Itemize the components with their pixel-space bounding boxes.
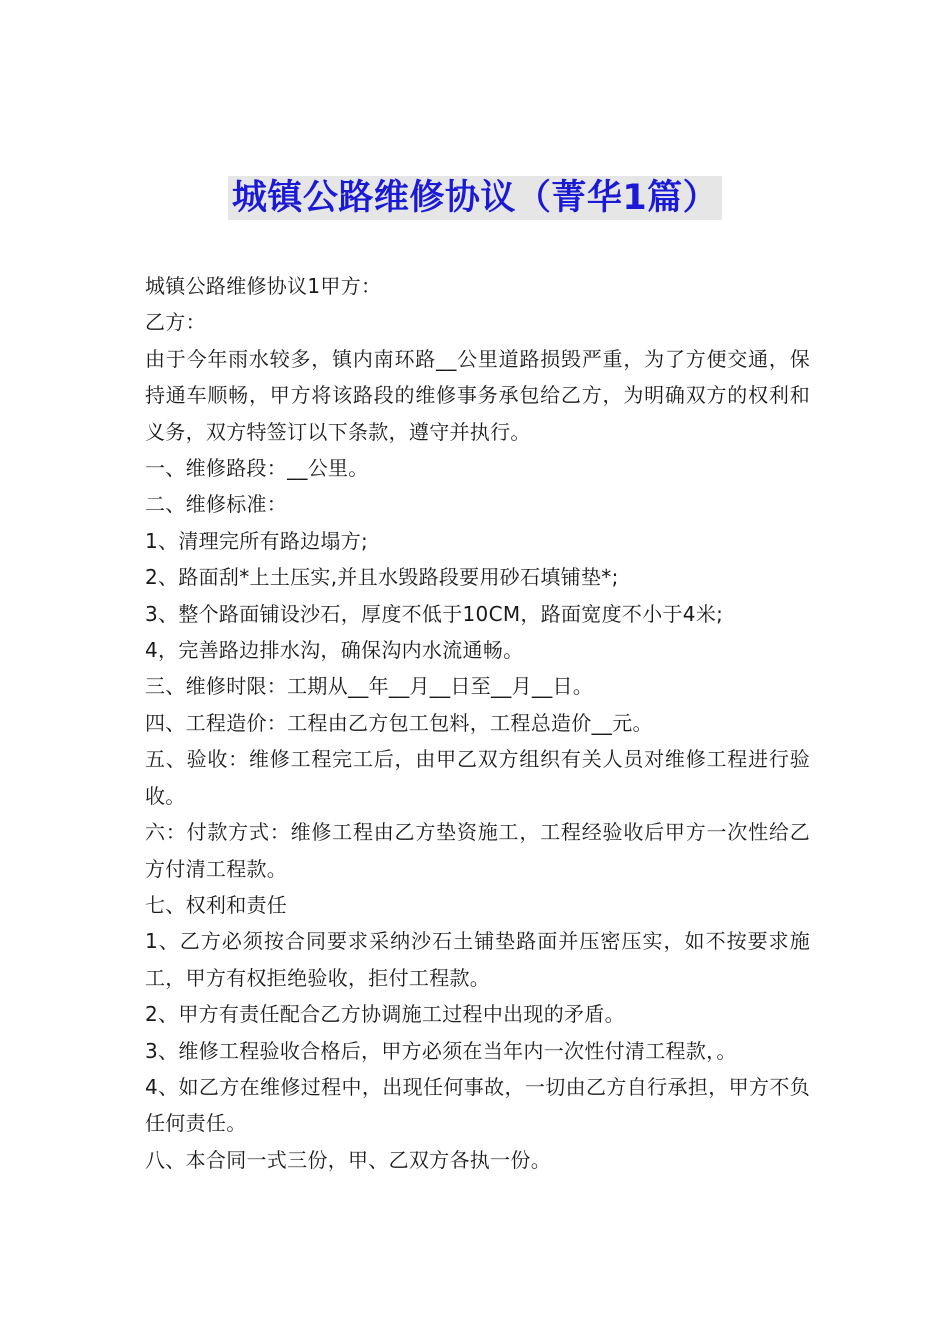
paragraph: 2、甲方有责任配合乙方协调施工过程中出现的矛盾。	[145, 1002, 625, 1027]
paragraph: 一、维修路段：__公里。	[145, 456, 369, 481]
paragraph: 二、维修标准：	[145, 492, 288, 517]
paragraph: 城镇公路维修协议1甲方：	[145, 274, 382, 298]
paragraph: 4，完善路边排水沟，确保沟内水流通畅。	[145, 638, 524, 663]
paragraph: 乙方：	[145, 310, 206, 335]
paragraph: 八、本合同一式三份，甲、乙双方各执一份。	[145, 1147, 551, 1172]
paragraph: 2、路面刮*上土压实,并且水毁路段要用砂石填铺垫*;	[145, 565, 619, 590]
paragraph: 由于今年雨水较多，镇内南环路__公里道路损毁严重，为了方便交通，保持通车顺畅，甲方将该路段的维修事务承包给乙方，为明确双方的权利和义务，双方特签订以下条款，遵守并执行。	[145, 346, 810, 444]
paragraph: 三、维修时限：工期从__年__月__日至__月__日。	[145, 674, 594, 699]
title-container	[0, 176, 950, 220]
paragraph: 4、如乙方在维修过程中，出现任何事故，一切由乙方自行承担，甲方不负任何责任。	[145, 1074, 810, 1136]
paragraph: 五、验收：维修工程完工后，由甲乙双方组织有关人员对维修工程进行验收。	[145, 747, 810, 808]
paragraph: 3、整个路面铺设沙石，厚度不低于10CM，路面宽度不小于4米;	[145, 601, 724, 626]
paragraph: 1、清理完所有路边塌方;	[145, 528, 369, 553]
paragraph: 1、乙方必须按合同要求采纳沙石土铺垫路面并压密压实，如不按要求施工，甲方有权拒绝验收，拒付工程款。	[145, 929, 810, 990]
paragraph: 四、工程造价：工程由乙方包工包料，工程总造价__元。	[145, 710, 653, 735]
document-body	[145, 268, 810, 1178]
document-title: 城镇公路维修协议（菁华1篇）	[228, 176, 722, 220]
paragraph: 七、权利和责任	[145, 892, 288, 917]
paragraph: 六：付款方式：维修工程由乙方垫资施工，工程经验收后甲方一次性给乙方付清工程款。	[145, 820, 810, 881]
paragraph: 3、维修工程验收合格后，甲方必须在当年内一次性付清工程款，。	[145, 1038, 737, 1063]
